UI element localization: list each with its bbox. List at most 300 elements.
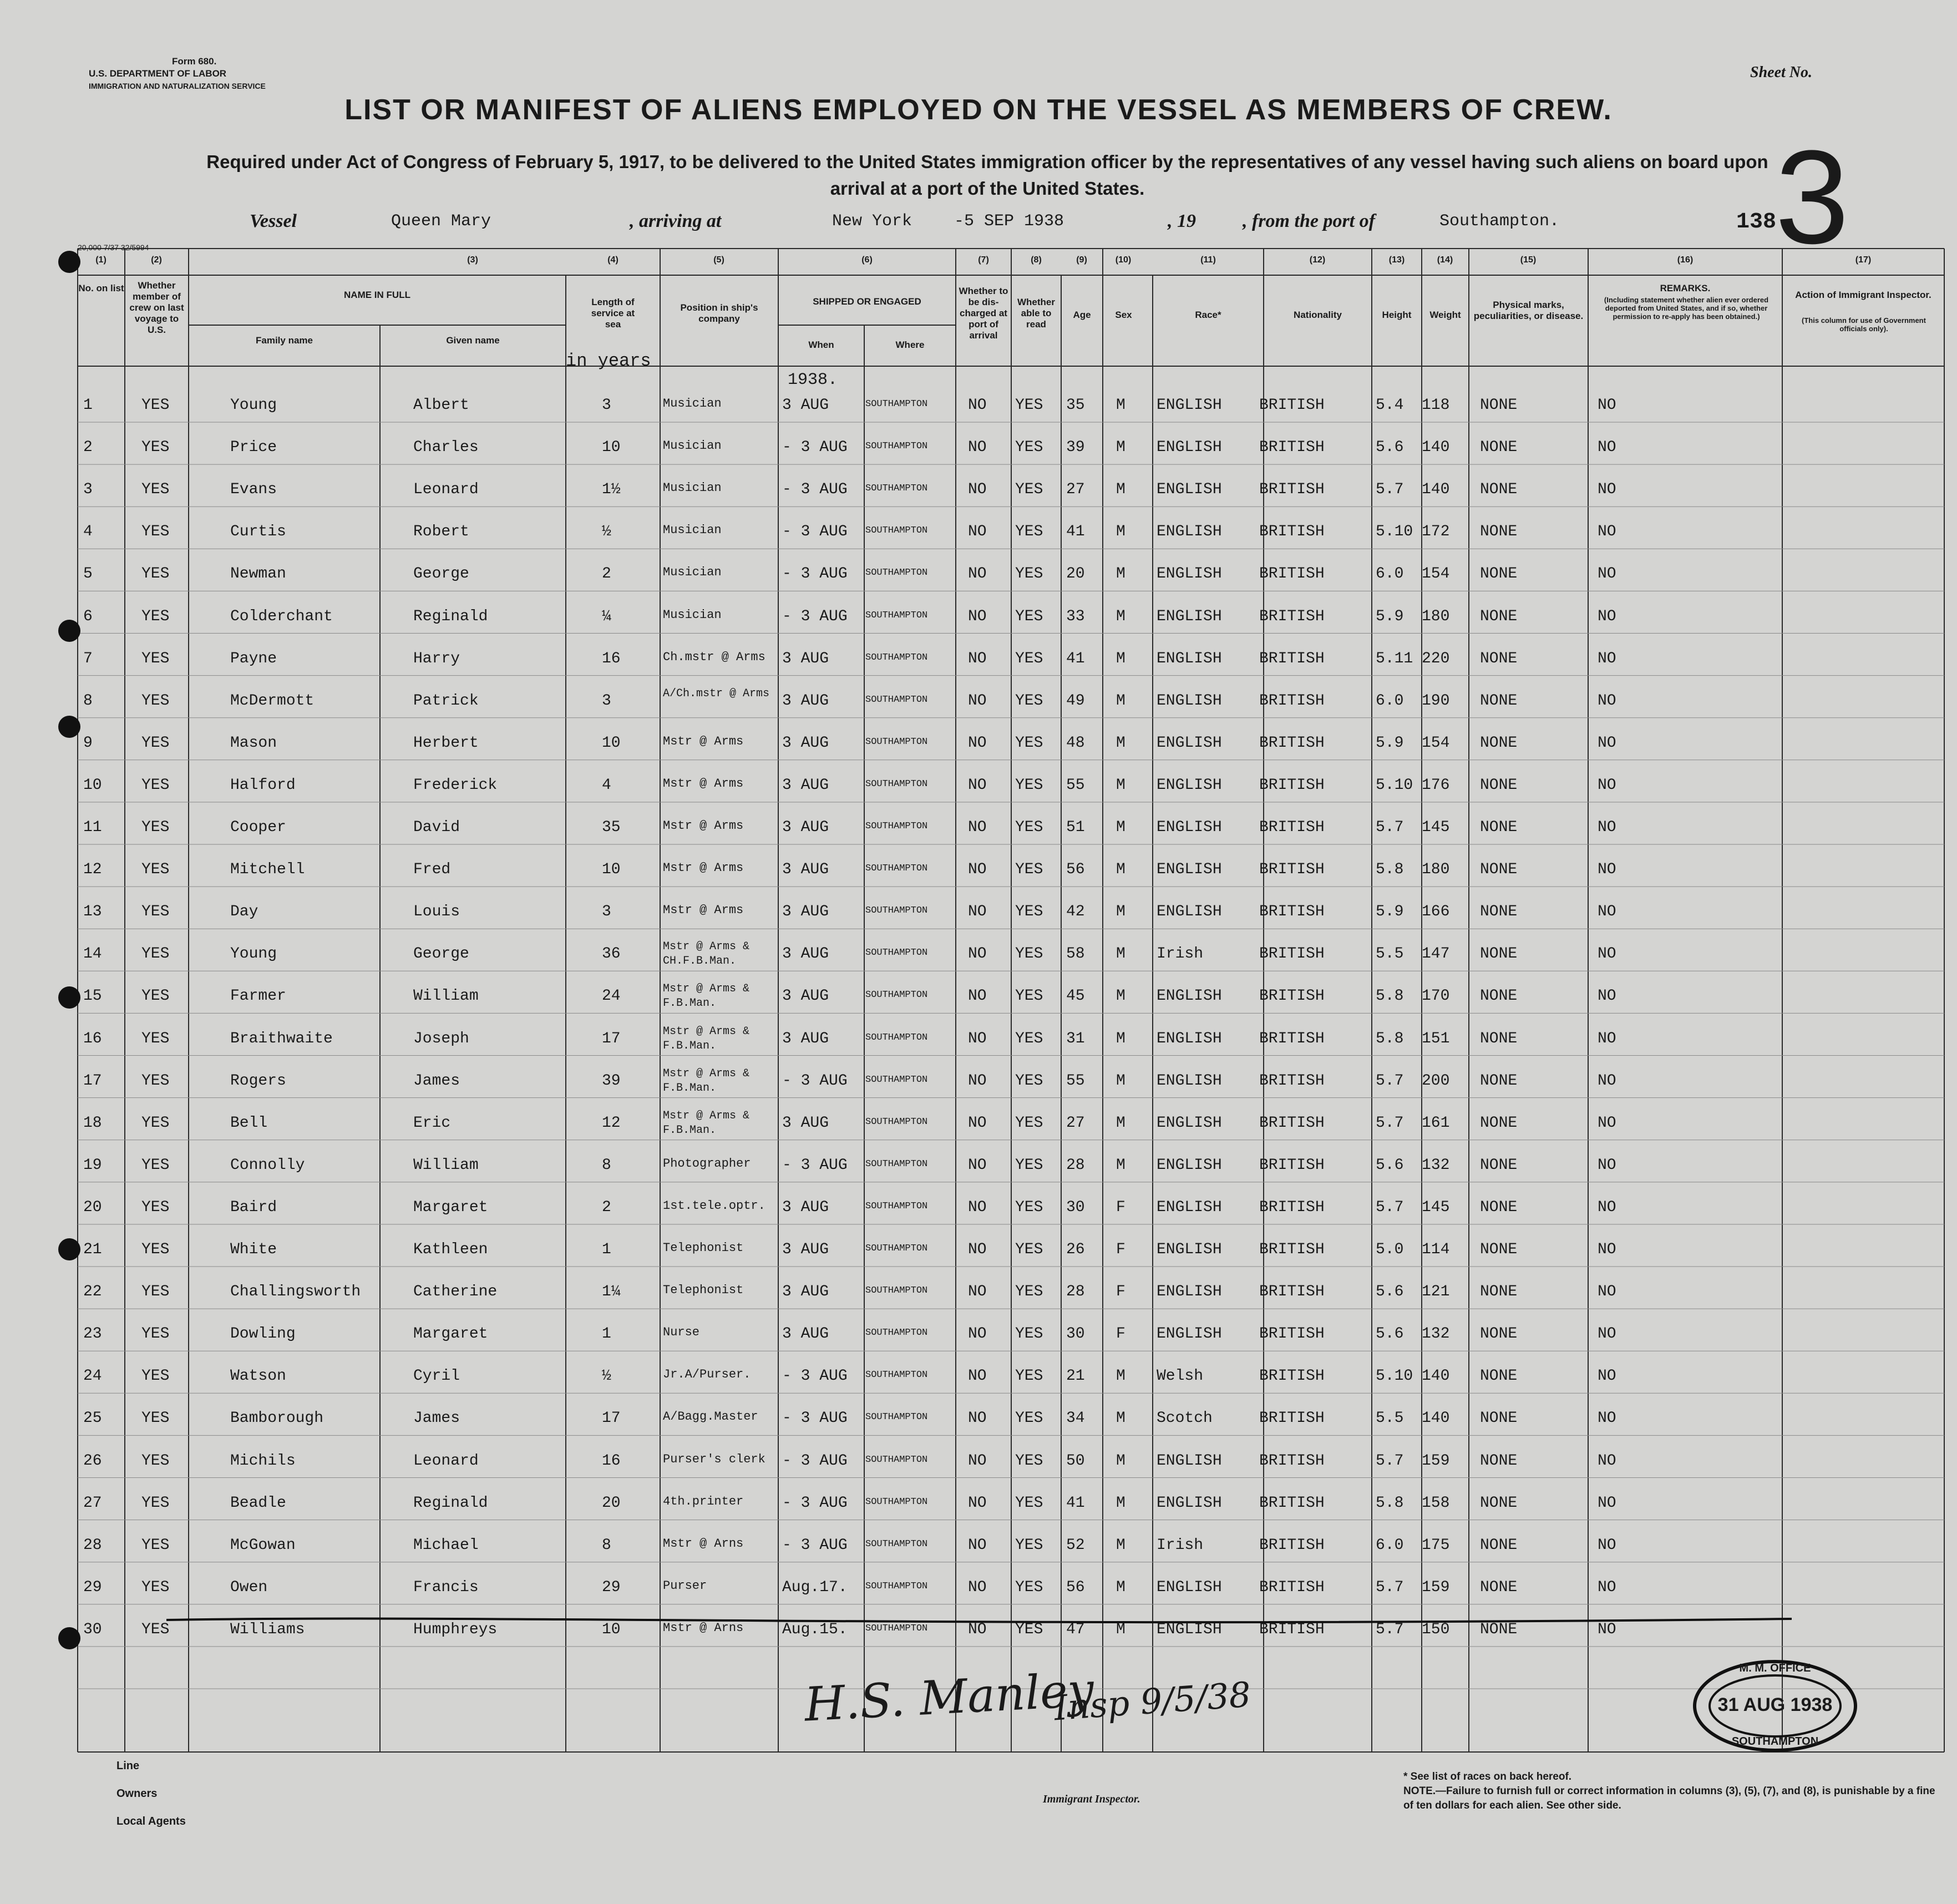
given-name: Catherine — [413, 1283, 498, 1301]
service-years: ½ — [602, 523, 611, 541]
given-name: Patrick — [413, 692, 479, 710]
discharged-flag: NO — [968, 1325, 987, 1343]
discharged-flag: NO — [968, 1283, 987, 1301]
remarks: NO — [1598, 1072, 1616, 1090]
given-name: William — [413, 988, 479, 1005]
remarks: NO — [1598, 481, 1616, 499]
family-name: Owen — [230, 1578, 268, 1596]
nationality: BRITISH — [1259, 1325, 1325, 1343]
crew-member-flag: YES — [141, 1241, 170, 1258]
discharged-flag: NO — [968, 565, 987, 583]
height: 5.7 — [1376, 1114, 1404, 1132]
service-years: 3 — [602, 692, 611, 710]
row-number: 14 — [83, 945, 102, 963]
physical-marks: NONE — [1480, 903, 1518, 921]
remarks: NO — [1598, 1494, 1616, 1512]
header-where: Where — [895, 340, 925, 350]
weight: 180 — [1422, 607, 1450, 625]
engaged-when: 3 AUG — [782, 988, 829, 1005]
race: ENGLISH — [1157, 776, 1222, 794]
service-years: 17 — [602, 1410, 621, 1427]
remarks: NO — [1598, 1114, 1616, 1132]
family-name: Watson — [230, 1368, 286, 1385]
engaged-where: SOUTHAMPTON — [865, 1032, 928, 1043]
engaged-when: 3 AUG — [782, 1114, 829, 1132]
read-flag: YES — [1015, 1156, 1043, 1174]
ship-position: Mstr @ Arms — [663, 861, 744, 875]
height: 5.8 — [1376, 861, 1404, 879]
crew-member-flag: YES — [141, 1536, 170, 1554]
signature-date: Insp 9/5/38 — [1052, 1674, 1253, 1729]
remarks: NO — [1598, 397, 1616, 414]
service-years: 16 — [602, 1452, 621, 1470]
ship-position: Mstr @ Arms — [663, 734, 744, 748]
read-flag: YES — [1015, 776, 1043, 794]
race: ENGLISH — [1157, 1325, 1222, 1343]
remarks: NO — [1598, 1536, 1616, 1554]
family-name: Mitchell — [230, 861, 305, 879]
age: 28 — [1066, 1283, 1085, 1301]
local-agents-label: Local Agents — [116, 1815, 186, 1827]
binder-hole — [58, 716, 80, 738]
given-name: Francis — [413, 1578, 479, 1596]
row-number: 23 — [83, 1325, 102, 1343]
physical-marks: NONE — [1480, 1452, 1518, 1470]
service-years: 29 — [602, 1578, 621, 1596]
weight: 154 — [1422, 734, 1450, 752]
height: 5.8 — [1376, 1030, 1404, 1047]
binder-hole — [58, 1238, 80, 1260]
age: 56 — [1066, 1578, 1085, 1596]
column-number: (16) — [1677, 255, 1694, 265]
nationality: BRITISH — [1259, 776, 1325, 794]
weight: 140 — [1422, 1368, 1450, 1385]
height: 5.9 — [1376, 903, 1404, 921]
department-name: U.S. DEPARTMENT OF LABOR — [89, 68, 227, 79]
physical-marks: NONE — [1480, 776, 1518, 794]
remarks: NO — [1598, 1325, 1616, 1343]
engaged-where: SOUTHAMPTON — [865, 1370, 928, 1381]
remarks: NO — [1598, 988, 1616, 1005]
race: ENGLISH — [1157, 650, 1222, 667]
family-name: Williams — [230, 1621, 305, 1638]
column-number: (6) — [861, 255, 873, 265]
age: 47 — [1066, 1621, 1085, 1638]
remarks: NO — [1598, 1156, 1616, 1174]
engaged-when: 3 AUG — [782, 1241, 829, 1258]
given-name: Harry — [413, 650, 460, 667]
weight: 159 — [1422, 1452, 1450, 1470]
nationality: BRITISH — [1259, 607, 1325, 625]
crew-member-flag: YES — [141, 1494, 170, 1512]
height: 5.8 — [1376, 1494, 1404, 1512]
race: ENGLISH — [1157, 397, 1222, 414]
service-years: 24 — [602, 988, 621, 1005]
family-name: Braithwaite — [230, 1030, 333, 1047]
ship-position: Mstr @ Arms — [663, 903, 744, 918]
read-flag: YES — [1015, 1368, 1043, 1385]
age: 56 — [1066, 861, 1085, 879]
engaged-where: SOUTHAMPTON — [865, 990, 928, 1001]
header-length-hand: in years — [566, 351, 651, 371]
crew-member-flag: YES — [141, 692, 170, 710]
column-number: (12) — [1309, 255, 1326, 265]
ship-position: A/Ch.mstr @ Arms — [663, 687, 770, 700]
ship-position: Mstr @ Arms — [663, 819, 744, 833]
age: 49 — [1066, 692, 1085, 710]
ship-position: Jr.A/Purser. — [663, 1368, 751, 1382]
ship-position: Mstr @ Arms & F.B.Man. — [663, 983, 750, 1010]
race: ENGLISH — [1157, 523, 1222, 541]
given-name: George — [413, 945, 469, 963]
sex: M — [1116, 819, 1125, 836]
age: 55 — [1066, 1072, 1085, 1090]
engaged-when: - 3 AUG — [782, 607, 848, 625]
discharged-flag: NO — [968, 1410, 987, 1427]
crew-member-flag: YES — [141, 397, 170, 414]
row-number: 6 — [83, 607, 93, 625]
height: 5.9 — [1376, 734, 1404, 752]
engaged-when: 3 AUG — [782, 397, 829, 414]
crew-member-flag: YES — [141, 607, 170, 625]
height: 5.0 — [1376, 1241, 1404, 1258]
crew-member-flag: YES — [141, 734, 170, 752]
engaged-where: SOUTHAMPTON — [865, 736, 928, 747]
crew-member-flag: YES — [141, 988, 170, 1005]
sex: M — [1116, 565, 1125, 583]
crew-member-flag: YES — [141, 565, 170, 583]
engaged-where: SOUTHAMPTON — [865, 1454, 928, 1465]
header-action-note: (This column for use of Government officials only). — [1802, 316, 1926, 333]
engaged-when: 3 AUG — [782, 1325, 829, 1343]
given-name: Charles — [413, 439, 479, 457]
nationality: BRITISH — [1259, 1198, 1325, 1216]
physical-marks: NONE — [1480, 945, 1518, 963]
family-name: Michils — [230, 1452, 296, 1470]
race: Scotch — [1157, 1410, 1213, 1427]
service-years: 1½ — [602, 481, 621, 499]
remarks: NO — [1598, 1368, 1616, 1385]
engaged-when: - 3 AUG — [782, 481, 848, 499]
read-flag: YES — [1015, 819, 1043, 836]
given-name: Frederick — [413, 776, 498, 794]
read-flag: YES — [1015, 523, 1043, 541]
engaged-when: - 3 AUG — [782, 1494, 848, 1512]
header-given: Given name — [446, 335, 500, 346]
physical-marks: NONE — [1480, 1325, 1518, 1343]
sheet-number: 3 — [1775, 123, 1849, 271]
service-years: 35 — [602, 819, 621, 836]
race: ENGLISH — [1157, 903, 1222, 921]
ship-position: Mstr @ Arns — [663, 1536, 744, 1551]
nationality: BRITISH — [1259, 945, 1325, 963]
service-years: 39 — [602, 1072, 621, 1090]
weight: 118 — [1422, 397, 1450, 414]
service-years: 2 — [602, 1198, 611, 1216]
ship-position: Ch.mstr @ Arms — [663, 650, 765, 664]
race: ENGLISH — [1157, 565, 1222, 583]
given-name: Eric — [413, 1114, 451, 1132]
arriving-label: , arriving at — [630, 211, 722, 231]
family-name: White — [230, 1241, 277, 1258]
engaged-when: - 3 AUG — [782, 1452, 848, 1470]
nationality: BRITISH — [1259, 523, 1325, 541]
physical-marks: NONE — [1480, 1156, 1518, 1174]
weight: 159 — [1422, 1578, 1450, 1596]
height: 5.6 — [1376, 1283, 1404, 1301]
read-flag: YES — [1015, 861, 1043, 879]
physical-marks: NONE — [1480, 819, 1518, 836]
height: 5.8 — [1376, 988, 1404, 1005]
engaged-when: - 3 AUG — [782, 1368, 848, 1385]
crew-member-flag: YES — [141, 1156, 170, 1174]
sex: M — [1116, 988, 1125, 1005]
remarks: NO — [1598, 1578, 1616, 1596]
engaged-when: - 3 AUG — [782, 1410, 848, 1427]
sex: F — [1116, 1241, 1125, 1258]
nationality: BRITISH — [1259, 1368, 1325, 1385]
crew-member-flag: YES — [141, 439, 170, 457]
age: 20 — [1066, 565, 1085, 583]
given-name: Reginald — [413, 1494, 488, 1512]
engaged-where: SOUTHAMPTON — [865, 525, 928, 536]
row-number: 16 — [83, 1030, 102, 1047]
physical-marks: NONE — [1480, 1494, 1518, 1512]
fine-note: NOTE.—Failure to furnish full or correct information in columns (3), (5), (7), and (8), is punishable by a fine of ten dollars for each alien. See other side. — [1403, 1785, 1935, 1811]
read-flag: YES — [1015, 650, 1043, 667]
arriving-port: New York — [832, 212, 912, 231]
sex: M — [1116, 1621, 1125, 1638]
header-weight: Weight — [1429, 310, 1461, 320]
sex: M — [1116, 650, 1125, 667]
race: ENGLISH — [1157, 1072, 1222, 1090]
sex: M — [1116, 861, 1125, 879]
row-number: 24 — [83, 1368, 102, 1385]
family-name: Young — [230, 397, 277, 414]
discharged-flag: NO — [968, 1578, 987, 1596]
read-flag: YES — [1015, 1198, 1043, 1216]
race: ENGLISH — [1157, 988, 1222, 1005]
row-number: 5 — [83, 565, 93, 583]
read-flag: YES — [1015, 903, 1043, 921]
row-number: 15 — [83, 988, 102, 1005]
read-flag: YES — [1015, 397, 1043, 414]
crew-member-flag: YES — [141, 945, 170, 963]
discharged-flag: NO — [968, 1156, 987, 1174]
weight: 114 — [1422, 1241, 1450, 1258]
engaged-when: - 3 AUG — [782, 1156, 848, 1174]
physical-marks: NONE — [1480, 1241, 1518, 1258]
engaged-where: SOUTHAMPTON — [865, 1285, 928, 1297]
engaged-where: SOUTHAMPTON — [865, 948, 928, 959]
ship-position: Musician — [663, 439, 722, 453]
height: 5.7 — [1376, 1578, 1404, 1596]
weight: 176 — [1422, 776, 1450, 794]
remarks: NO — [1598, 1198, 1616, 1216]
age: 33 — [1066, 607, 1085, 625]
engaged-where: SOUTHAMPTON — [865, 821, 928, 832]
family-name: Dowling — [230, 1325, 296, 1343]
family-name: Mason — [230, 734, 277, 752]
weight: 132 — [1422, 1325, 1450, 1343]
race: ENGLISH — [1157, 1452, 1222, 1470]
header-nationality: Nationality — [1294, 310, 1342, 320]
header-no: No. on list — [78, 283, 124, 293]
ship-position: Musician — [663, 523, 722, 538]
ship-position: Mstr @ Arms & F.B.Man. — [663, 1025, 750, 1052]
nationality: BRITISH — [1259, 1114, 1325, 1132]
service-years: 12 — [602, 1114, 621, 1132]
engaged-where: SOUTHAMPTON — [865, 694, 928, 705]
physical-marks: NONE — [1480, 481, 1518, 499]
sex: M — [1116, 1030, 1125, 1047]
sex: M — [1116, 903, 1125, 921]
height: 5.5 — [1376, 945, 1404, 963]
stamp-date: 31 AUG 1938 — [1717, 1694, 1833, 1715]
sex: M — [1116, 1494, 1125, 1512]
discharged-flag: NO — [968, 1536, 987, 1554]
weight: 166 — [1422, 903, 1450, 921]
column-number: (17) — [1855, 255, 1872, 265]
nationality: BRITISH — [1259, 439, 1325, 457]
remarks: NO — [1598, 1283, 1616, 1301]
height: 5.6 — [1376, 1156, 1404, 1174]
age: 41 — [1066, 650, 1085, 667]
discharged-flag: NO — [968, 1030, 987, 1047]
age: 39 — [1066, 439, 1085, 457]
discharged-flag: NO — [968, 523, 987, 541]
crew-member-flag: YES — [141, 903, 170, 921]
read-flag: YES — [1015, 1072, 1043, 1090]
remarks: NO — [1598, 607, 1616, 625]
remarks: NO — [1598, 861, 1616, 879]
discharged-flag: NO — [968, 1368, 987, 1385]
height: 5.10 — [1376, 523, 1413, 541]
ship-position: A/Bagg.Master — [663, 1410, 758, 1424]
family-name: Colderchant — [230, 607, 333, 625]
race: ENGLISH — [1157, 819, 1222, 836]
service-years: 3 — [602, 903, 611, 921]
race: ENGLISH — [1157, 1156, 1222, 1174]
service-years: 1¼ — [602, 1283, 621, 1301]
service-years: 3 — [602, 397, 611, 414]
weight: 140 — [1422, 1410, 1450, 1427]
discharged-flag: NO — [968, 1621, 987, 1638]
given-name: Margaret — [413, 1325, 488, 1343]
sex: M — [1116, 692, 1125, 710]
remarks: NO — [1598, 1621, 1616, 1638]
remarks: NO — [1598, 439, 1616, 457]
given-name: George — [413, 565, 469, 583]
discharged-flag: NO — [968, 439, 987, 457]
sex: M — [1116, 1072, 1125, 1090]
column-number: (3) — [467, 255, 478, 265]
year-label: , 19 — [1168, 211, 1196, 231]
discharged-flag: NO — [968, 1198, 987, 1216]
height: 5.9 — [1376, 607, 1404, 625]
given-name: David — [413, 819, 460, 836]
engaged-where: SOUTHAMPTON — [865, 1412, 928, 1423]
engaged-when: 3 AUG — [782, 861, 829, 879]
discharged-flag: NO — [968, 1452, 987, 1470]
crew-member-flag: YES — [141, 1114, 170, 1132]
engaged-when: - 3 AUG — [782, 565, 848, 583]
physical-marks: NONE — [1480, 1368, 1518, 1385]
remarks: NO — [1598, 1452, 1616, 1470]
row-number: 2 — [83, 439, 93, 457]
age: 41 — [1066, 1494, 1085, 1512]
header-when: When — [808, 340, 834, 350]
service-years: 10 — [602, 734, 621, 752]
age: 41 — [1066, 523, 1085, 541]
height: 5.11 — [1376, 650, 1413, 667]
binder-hole — [58, 251, 80, 273]
sex: M — [1116, 1410, 1125, 1427]
ship-position: Nurse — [663, 1325, 700, 1340]
age: 45 — [1066, 988, 1085, 1005]
column-number: (8) — [1031, 255, 1042, 265]
weight: 158 — [1422, 1494, 1450, 1512]
height: 5.7 — [1376, 819, 1404, 836]
sex: M — [1116, 607, 1125, 625]
crew-member-flag: YES — [141, 1410, 170, 1427]
age: 30 — [1066, 1198, 1085, 1216]
family-name: Newman — [230, 565, 286, 583]
age: 27 — [1066, 481, 1085, 499]
weight: 140 — [1422, 481, 1450, 499]
engaged-where: SOUTHAMPTON — [865, 863, 928, 874]
read-flag: YES — [1015, 565, 1043, 583]
sex: M — [1116, 1114, 1125, 1132]
nationality: BRITISH — [1259, 988, 1325, 1005]
ship-position: Purser's clerk — [663, 1452, 765, 1466]
engaged-where: SOUTHAMPTON — [865, 1328, 928, 1339]
height: 5.10 — [1376, 1368, 1413, 1385]
remarks: NO — [1598, 1410, 1616, 1427]
race: ENGLISH — [1157, 1030, 1222, 1047]
crew-member-flag: YES — [141, 1578, 170, 1596]
nationality: BRITISH — [1259, 481, 1325, 499]
column-number: (2) — [151, 255, 162, 265]
physical-marks: NONE — [1480, 565, 1518, 583]
service-years: 1 — [602, 1325, 611, 1343]
row-number: 1 — [83, 397, 93, 414]
office-stamp — [1692, 1659, 1858, 1753]
age: 26 — [1066, 1241, 1085, 1258]
physical-marks: NONE — [1480, 397, 1518, 414]
physical-marks: NONE — [1480, 988, 1518, 1005]
remarks: NO — [1598, 692, 1616, 710]
remarks: NO — [1598, 523, 1616, 541]
engaged-when: 3 AUG — [782, 819, 829, 836]
given-name: Margaret — [413, 1198, 488, 1216]
height: 5.7 — [1376, 1621, 1404, 1638]
header-height: Height — [1382, 310, 1412, 320]
row-number: 19 — [83, 1156, 102, 1174]
physical-marks: NONE — [1480, 439, 1518, 457]
race: ENGLISH — [1157, 481, 1222, 499]
engaged-where: SOUTHAMPTON — [865, 1623, 928, 1634]
weight: 154 — [1422, 565, 1450, 583]
service-years: 4 — [602, 776, 611, 794]
ship-position: 4th.printer — [663, 1494, 744, 1508]
age: 34 — [1066, 1410, 1085, 1427]
read-flag: YES — [1015, 1325, 1043, 1343]
race: ENGLISH — [1157, 861, 1222, 879]
row-number: 17 — [83, 1072, 102, 1090]
ship-position: Purser — [663, 1578, 707, 1593]
engaged-where: SOUTHAMPTON — [865, 1158, 928, 1169]
